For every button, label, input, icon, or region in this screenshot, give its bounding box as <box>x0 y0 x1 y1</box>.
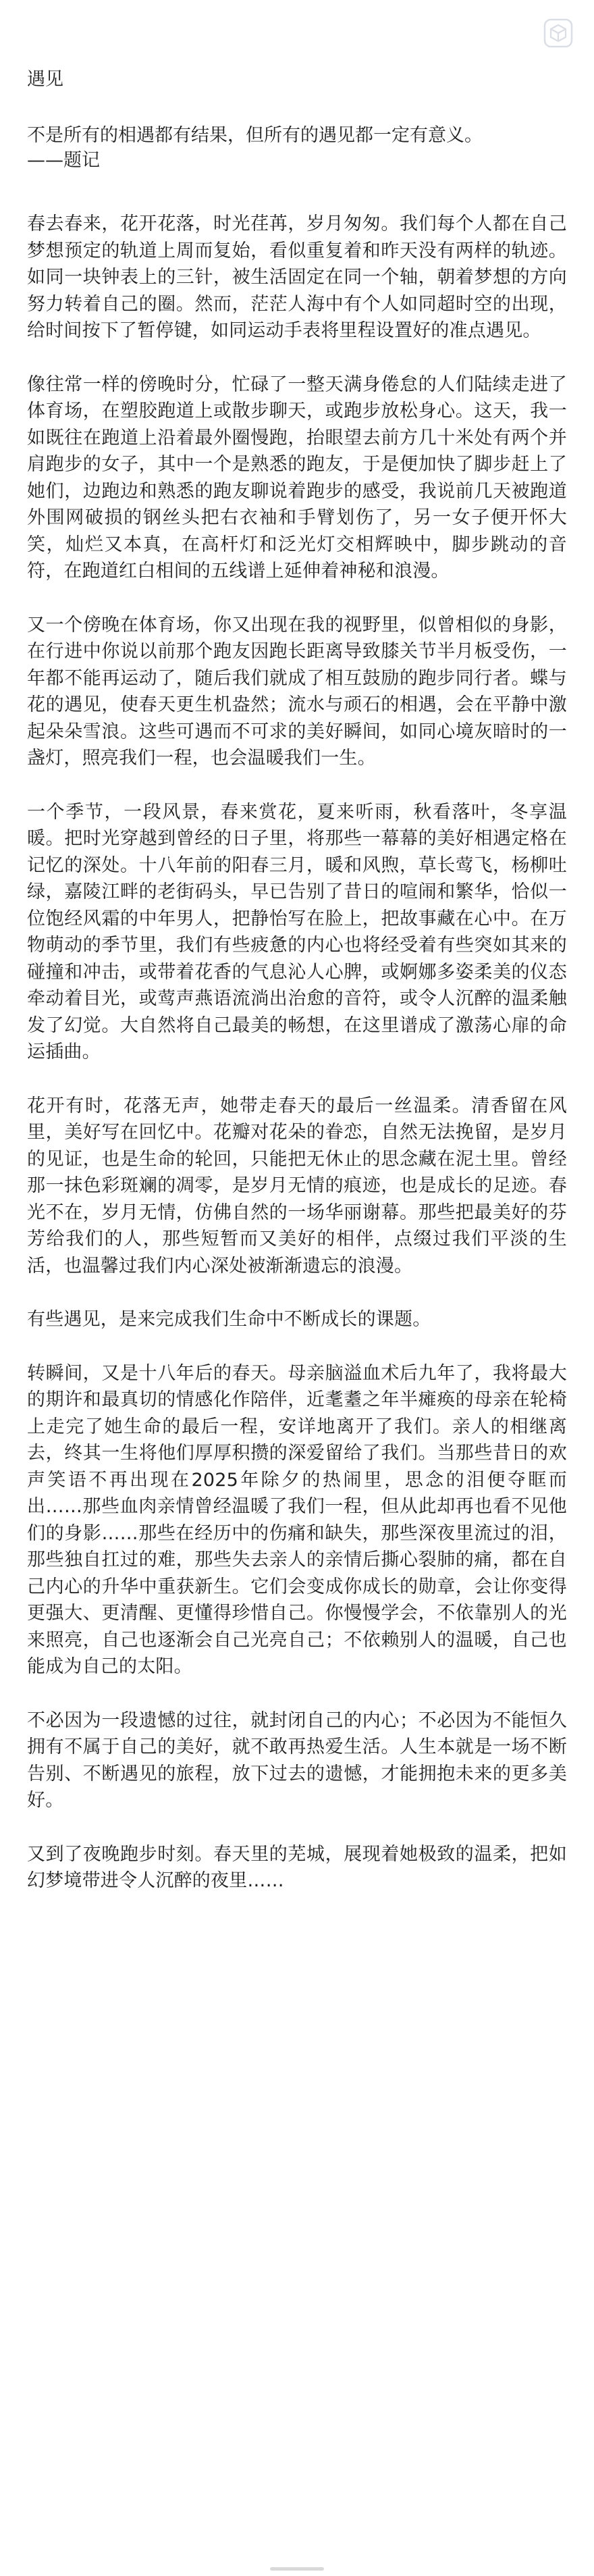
scroll-indicator <box>270 2567 324 2571</box>
paragraph-7: 转瞬间，又是十八年后的春天。母亲脑溢血术后九年了，我将最大的期许和最真切的情感化作陪伴，近耄耋之年半瘫痪的母亲在轮椅上走完了她生命的最后一程，安详地离开了我们。亲人的相继离去，终其一生将他们厚厚积攒的深爱留给了我们。当那些昔日的欢声笑语不再出现在2025年除夕的热闹里，思念的泪便夺眶而出……那些血肉亲情曾经温暖了我们一程，但从此却再也看不见他们的身影……那些在经历中的伤痛和缺失，那些深夜里流过的泪，那些独自扛过的难，那些失去亲人的亲情后撕心裂肺的痛，都在自己内心的升华中重获新生。它们会变成你成长的勋章，会让你变得更强大、更清醒、更懂得珍惜自己。你慢慢学会，不依靠别人的光来照亮，自己也逐渐会自己光亮自己；不依赖别人的温暖，自己也能成为自己的太阳。 <box>27 1362 567 1677</box>
article-title: 遇见 <box>27 69 63 90</box>
epigraph-quote: 不是所有的相遇都有结果，但所有的遇见都一定有意义。 <box>27 125 483 146</box>
paragraph-5: 花开有时，花落无声，她带走春天的最后一丝温柔。清香留在风里，美好写在回忆中。花瓣对花朵的眷恋，自然无法挽留，是岁月的见证，也是生命的轮回，只能把无休止的思念藏在泥土里。曾经那一抹色彩斑斓的凋零，是岁月无情的痕迹，也是成长的足迹。春光不在，岁月无情，仿佛自然的一场华丽谢幕。那些把最美好的芬芳给我们的人，那些短暂而又美好的相伴，点缀过我们平淡的生活，也温馨过我们内心深处被渐渐遗忘的浪漫。 <box>27 1095 567 1277</box>
paragraph-8: 不必因为一段遗憾的过往，就封闭自己的内心；不必因为不能恒久拥有不属于自己的美好，就不敢再热爱生活。人生本就是一场不断告别、不断遇见的旅程，放下过去的遗憾，才能拥抱未来的更多美好。 <box>27 1709 567 1811</box>
paragraph-1: 春去春来，花开花落，时光荏苒，岁月匆匆。我们每个人都在自己梦想预定的轨道上周而复始，看似重复着和昨天没有两样的轨迹。如同一块钟表上的三针，被生活固定在同一个轴，朝着梦想的方向努力转着自己的圈。然而，茫茫人海中有个人如同超时空的出现，给时间按下了暂停键，如同运动手表将里程设置好的准点遇见。 <box>27 213 567 341</box>
paragraph-4: 一个季节，一段风景，春来赏花，夏来听雨，秋看落叶，冬享温暖。把时光穿越到曾经的日子里，将那些一幕幕的美好相遇定格在记忆的深处。十八年前的阳春三月，暖和风煦，草长莺飞，杨柳吐绿，嘉陵江畔的老街码头，早已告别了昔日的喧闹和繁华，恰似一位饱经风霜的中年男人，把静怡写在脸上，把故事藏在心中。在万物萌动的季节里，我们有些疲惫的内心也将经受着有些突如其来的碰撞和冲击，或带着花香的气息沁人心脾，或婀娜多姿柔美的仪态牵动着目光，或莺声燕语流淌出治愈的音符，或令人沉醉的温柔触发了幻觉。大自然将自己最美的畅想，在这里谱成了激荡心扉的命运插曲。 <box>27 801 567 1062</box>
cube-logo-icon <box>543 18 574 49</box>
epigraph-attribution: ——题记 <box>27 150 100 171</box>
article-body <box>27 66 567 1922</box>
paragraph-3: 又一个傍晚在体育场，你又出现在我的视野里，似曾相似的身影，在行进中你说以前那个跑友因跑长距离导致膝关节半月板受伤，一年都不能再运动了，随后我们就成了相互鼓励的跑步同行者。蝶与花的遇见，使春天更生机盎然；流水与顽石的相遇，会在平静中激起朵朵雪浪。这些可遇而不可求的美好瞬间，如同心境灰暗时的一盏灯，照亮我们一程，也会温暖我们一生。 <box>27 614 567 769</box>
epigraph <box>27 123 567 173</box>
paragraph-6: 有些遇见，是来完成我们生命中不断成长的课题。 <box>27 1309 431 1330</box>
paragraph-9: 又到了夜晚跑步时刻。春天里的芜城，展现着她极致的温柔，把如幻梦境带进令人沉醉的夜里…… <box>27 1843 567 1891</box>
paragraph-2: 像往常一样的傍晚时分，忙碌了一整天满身倦怠的人们陆续走进了体育场，在塑胶跑道上或散步聊天，或跑步放松身心。这天，我一如既往在跑道上沿着最外圈慢跑，抬眼望去前方几十米处有两个并肩跑步的女子，其中一个是熟悉的跑友，于是便加快了脚步赶上了她们，边跑边和熟悉的跑友聊说着跑步的感受，我说前几天被跑道外围网破损的钢丝头把右衣袖和手臂划伤了，另一女子便开怀大笑，灿烂又本真，在高杆灯和泛光灯交相辉映中，脚步跳动的音符，在跑道红白相间的五线谱上延伸着神秘和浪漫。 <box>27 373 567 582</box>
